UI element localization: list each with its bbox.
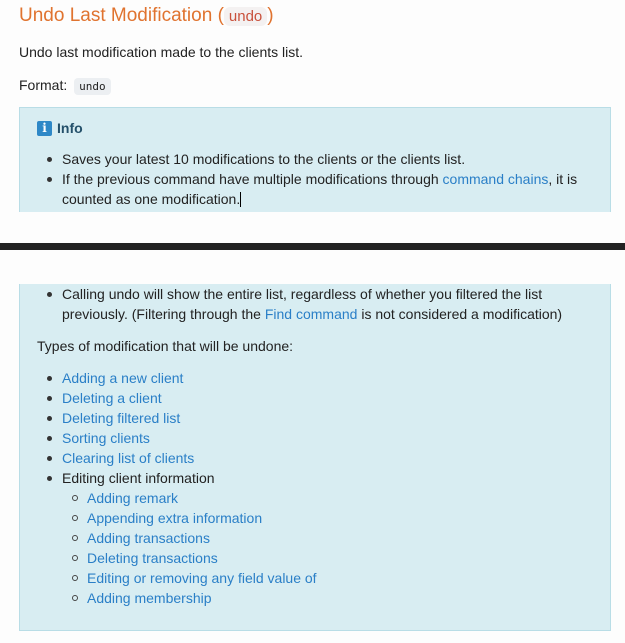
find-command-link[interactable]: Find command (264, 306, 358, 322)
info-list (37, 149, 597, 209)
modification-types-list (37, 368, 597, 488)
list-item (62, 508, 562, 528)
command-chains-link[interactable]: command chains (442, 171, 549, 187)
link-clearing-list[interactable]: Clearing list of clients (62, 450, 195, 466)
page-separator-bar (0, 243, 625, 250)
text-cursor (240, 192, 241, 207)
info-header (37, 120, 83, 136)
info-item-text-post: , it is counted as one modification. (62, 171, 578, 207)
types-label: Types of modification that will be undone: (37, 338, 294, 354)
list-item (62, 548, 562, 568)
list-item (62, 588, 562, 608)
link-deleting-client[interactable]: Deleting a client (62, 390, 162, 406)
section-title (19, 5, 274, 27)
list-item (37, 284, 605, 324)
info-box-continued (19, 284, 611, 631)
format-line (19, 77, 111, 93)
list-item (62, 568, 562, 588)
info-item-text: Saves your latest 10 modifications to the clients or the clients list. (62, 151, 466, 167)
title-code-undo: undo (224, 7, 267, 26)
list-item (37, 468, 597, 488)
link-adding-remark[interactable]: Adding remark (87, 490, 179, 506)
list-item (37, 428, 597, 448)
info-list-continued (37, 284, 605, 324)
link-adding-transactions[interactable]: Adding transactions (87, 530, 210, 546)
info-box-top (19, 107, 611, 212)
list-item (37, 368, 597, 388)
list-item (37, 169, 597, 209)
link-deleting-transactions[interactable]: Deleting transactions (87, 550, 218, 566)
title-close-paren: ) (267, 5, 274, 26)
title-open-paren: ( (217, 5, 224, 26)
info-item-text-post: is not considered a modification) (357, 306, 563, 322)
format-label: Format: (19, 77, 68, 93)
list-item (37, 388, 597, 408)
link-deleting-filtered-list[interactable]: Deleting filtered list (62, 410, 181, 426)
link-editing-field-value[interactable]: Editing or removing any field value of (87, 570, 317, 586)
info-item-text-pre: Calling undo will show the entire list, regardless of whether you filtered the list previously. (Filtering through the (62, 286, 543, 322)
list-item (62, 488, 562, 508)
list-item (37, 149, 597, 169)
link-adding-new-client[interactable]: Adding a new client (62, 370, 184, 386)
list-item (62, 528, 562, 548)
link-appending-extra-info[interactable]: Appending extra information (87, 510, 263, 526)
editing-client-info-label: Editing client information (62, 470, 215, 486)
section-title-text: Undo Last Modification (19, 5, 213, 26)
format-code: undo (74, 78, 111, 95)
info-title: Info (57, 120, 83, 136)
list-item (37, 408, 597, 428)
link-sorting-clients[interactable]: Sorting clients (62, 430, 150, 446)
command-description: Undo last modification made to the clients list. (19, 44, 304, 60)
list-item (37, 448, 597, 468)
info-item-text-pre: If the previous command have multiple modifications through (62, 171, 443, 187)
editing-sublist (62, 488, 562, 608)
link-adding-membership[interactable]: Adding membership (87, 590, 212, 606)
info-icon: i (37, 121, 52, 136)
